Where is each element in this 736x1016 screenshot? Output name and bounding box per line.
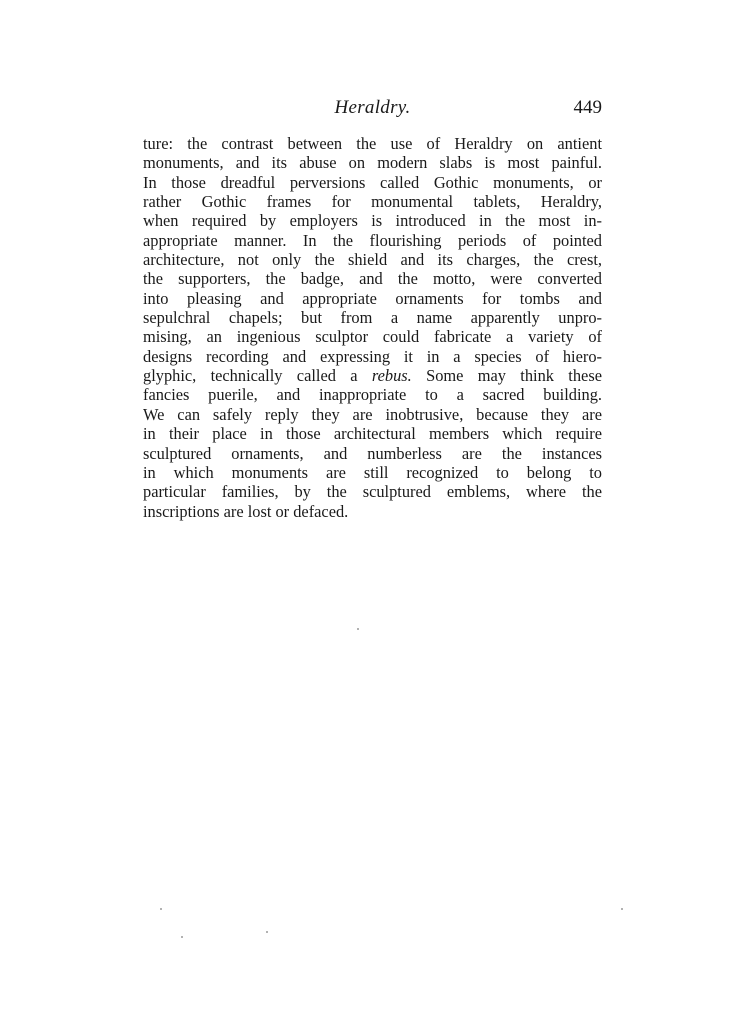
text-line: ture: the contrast between the use of Heraldry on antient — [143, 134, 602, 153]
text-line: in their place in those architectural members which require — [143, 424, 602, 444]
running-head — [143, 97, 602, 125]
text-line: sepulchral chapels; but from a name apparently unpro- — [143, 308, 602, 328]
text-line: architecture, not only the shield and its charges, the crest, — [143, 250, 602, 270]
text-segment: Some may think these — [426, 366, 602, 386]
paper-speck — [357, 628, 359, 630]
text-line: into pleasing and appropriate ornaments for tombs and — [143, 288, 602, 308]
page-number: 449 — [573, 97, 602, 118]
running-title: Heraldry. — [334, 97, 411, 118]
body-paragraph — [143, 134, 602, 521]
italic-term-rebus: rebus. — [371, 366, 412, 386]
paper-speck — [160, 908, 162, 910]
text-line: inscriptions are lost or defaced. — [143, 501, 349, 521]
text-line: when required by employers is introduced in the most in- — [143, 211, 602, 231]
text-line: the supporters, the badge, and the motto, were converted — [143, 269, 602, 289]
paper-speck — [621, 908, 623, 910]
text-line: In those dreadful perversions called Gothic monuments, or — [143, 172, 602, 192]
text-line: designs recording and expressing it in a species of hiero- — [143, 346, 602, 366]
text-line — [143, 366, 602, 385]
text-segment: glyphic, technically called — [143, 366, 336, 386]
text-line: monuments, and its abuse on modern slabs is most painful. — [143, 153, 602, 173]
text-line: particular families, by the sculptured emblems, where the — [143, 482, 602, 502]
text-line: mising, an ingenious sculptor could fabricate a variety of — [143, 327, 602, 347]
text-line: in which monuments are still recognized to belong to — [143, 462, 602, 482]
text-line: fancies puerile, and inappropriate to a sacred building. — [143, 385, 602, 405]
text-line: We can safely reply they are inobtrusive, because they are — [143, 404, 602, 424]
paper-speck — [266, 931, 268, 933]
paper-speck — [181, 936, 183, 938]
text-line: appropriate manner. In the flourishing periods of pointed — [143, 230, 602, 250]
text-line: sculptured ornaments, and numberless are the instances — [143, 443, 602, 463]
text-line: rather Gothic frames for monumental tablets, Heraldry, — [143, 192, 602, 212]
article: a — [350, 366, 358, 386]
